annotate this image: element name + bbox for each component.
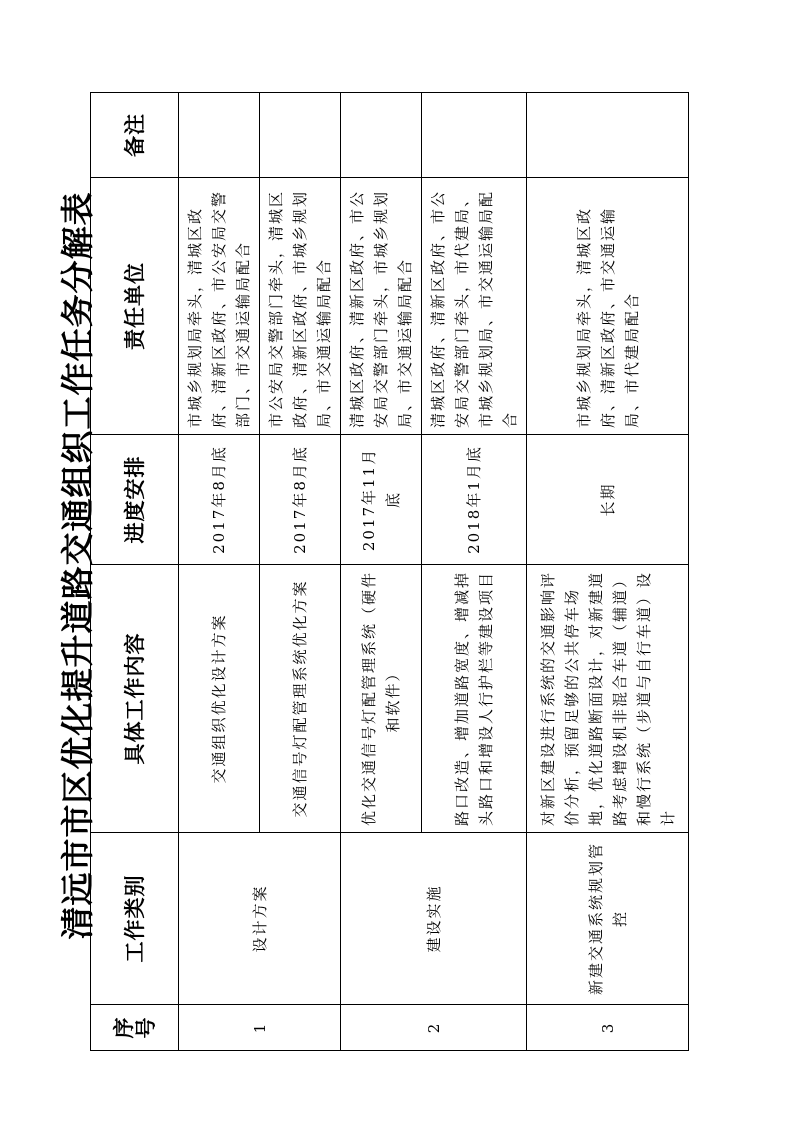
category-cell: 建设实施 (341, 833, 527, 1005)
schedule-cell: 长期 (527, 435, 689, 565)
unit-cell: 市公安局交警部门牵头，清城区政府、清新区政府、市城乡规划局、市交通运输局配合 (260, 178, 341, 435)
content-cell: 优化交通信号灯配管理系统（硬件和软件） (341, 565, 422, 833)
schedule-cell: 2017年8月底 (260, 435, 341, 565)
content-cell: 交通信号灯配管理系统优化方案 (260, 565, 341, 833)
remarks-cell (527, 93, 689, 178)
remarks-cell (341, 93, 422, 178)
content-cell: 路口改造、增加道路宽度、增减掉头路口和增设人行护栏等建设项目 (422, 565, 527, 833)
serial-cell: 1 (179, 1005, 341, 1051)
schedule-cell: 2017年8月底 (179, 435, 260, 565)
category-cell: 新建交通系统规划管控 (527, 833, 689, 1005)
unit-cell: 清城区政府、清新区政府、市公安局交警部门牵头，市代建局、市城乡规划局、市交通运输局配合 (422, 178, 527, 435)
document-title: 清远市市区优化提升道路交通组织工作任务分解表 (58, 191, 97, 940)
header-remarks: 备注 (91, 93, 179, 178)
content-cell: 对新区建设进行系统的交通影响评价分析，预留足够的公共停车场地，优化道路断面设计，对新建道路考虑增设机非混合车道（辅道）和慢行系统（步道与自行车道）设计 (527, 565, 689, 833)
table-row (179, 93, 260, 1051)
content-cell: 交通组织优化设计方案 (179, 565, 260, 833)
serial-cell: 3 (527, 1005, 689, 1051)
header-unit: 责任单位 (91, 178, 179, 435)
header-serial: 序号 (91, 1005, 179, 1051)
remarks-cell (179, 93, 260, 178)
table-row (341, 93, 422, 1051)
task-table (90, 92, 689, 1051)
category-cell: 设计方案 (179, 833, 341, 1005)
schedule-cell: 2017年11月底 (341, 435, 422, 565)
serial-cell: 2 (341, 1005, 527, 1051)
table-row (527, 93, 689, 1051)
remarks-cell (260, 93, 341, 178)
unit-cell: 清城区政府、清新区政府、市公安局交警部门牵头，市城乡规划局、市交通运输局配合 (341, 178, 422, 435)
remarks-cell (422, 93, 527, 178)
unit-cell: 市城乡规划局牵头，清城区政府、清新区政府、市交通运输局、市代建局配合 (527, 178, 689, 435)
header-category: 工作类别 (91, 833, 179, 1005)
table-header-row (91, 93, 179, 1051)
header-schedule: 进度安排 (91, 435, 179, 565)
header-content: 具体工作内容 (91, 565, 179, 833)
unit-cell: 市城乡规划局牵头，清城区政府、清新区政府、市公安局交警部门、市交通运输局配合 (179, 178, 260, 435)
schedule-cell: 2018年1月底 (422, 435, 527, 565)
